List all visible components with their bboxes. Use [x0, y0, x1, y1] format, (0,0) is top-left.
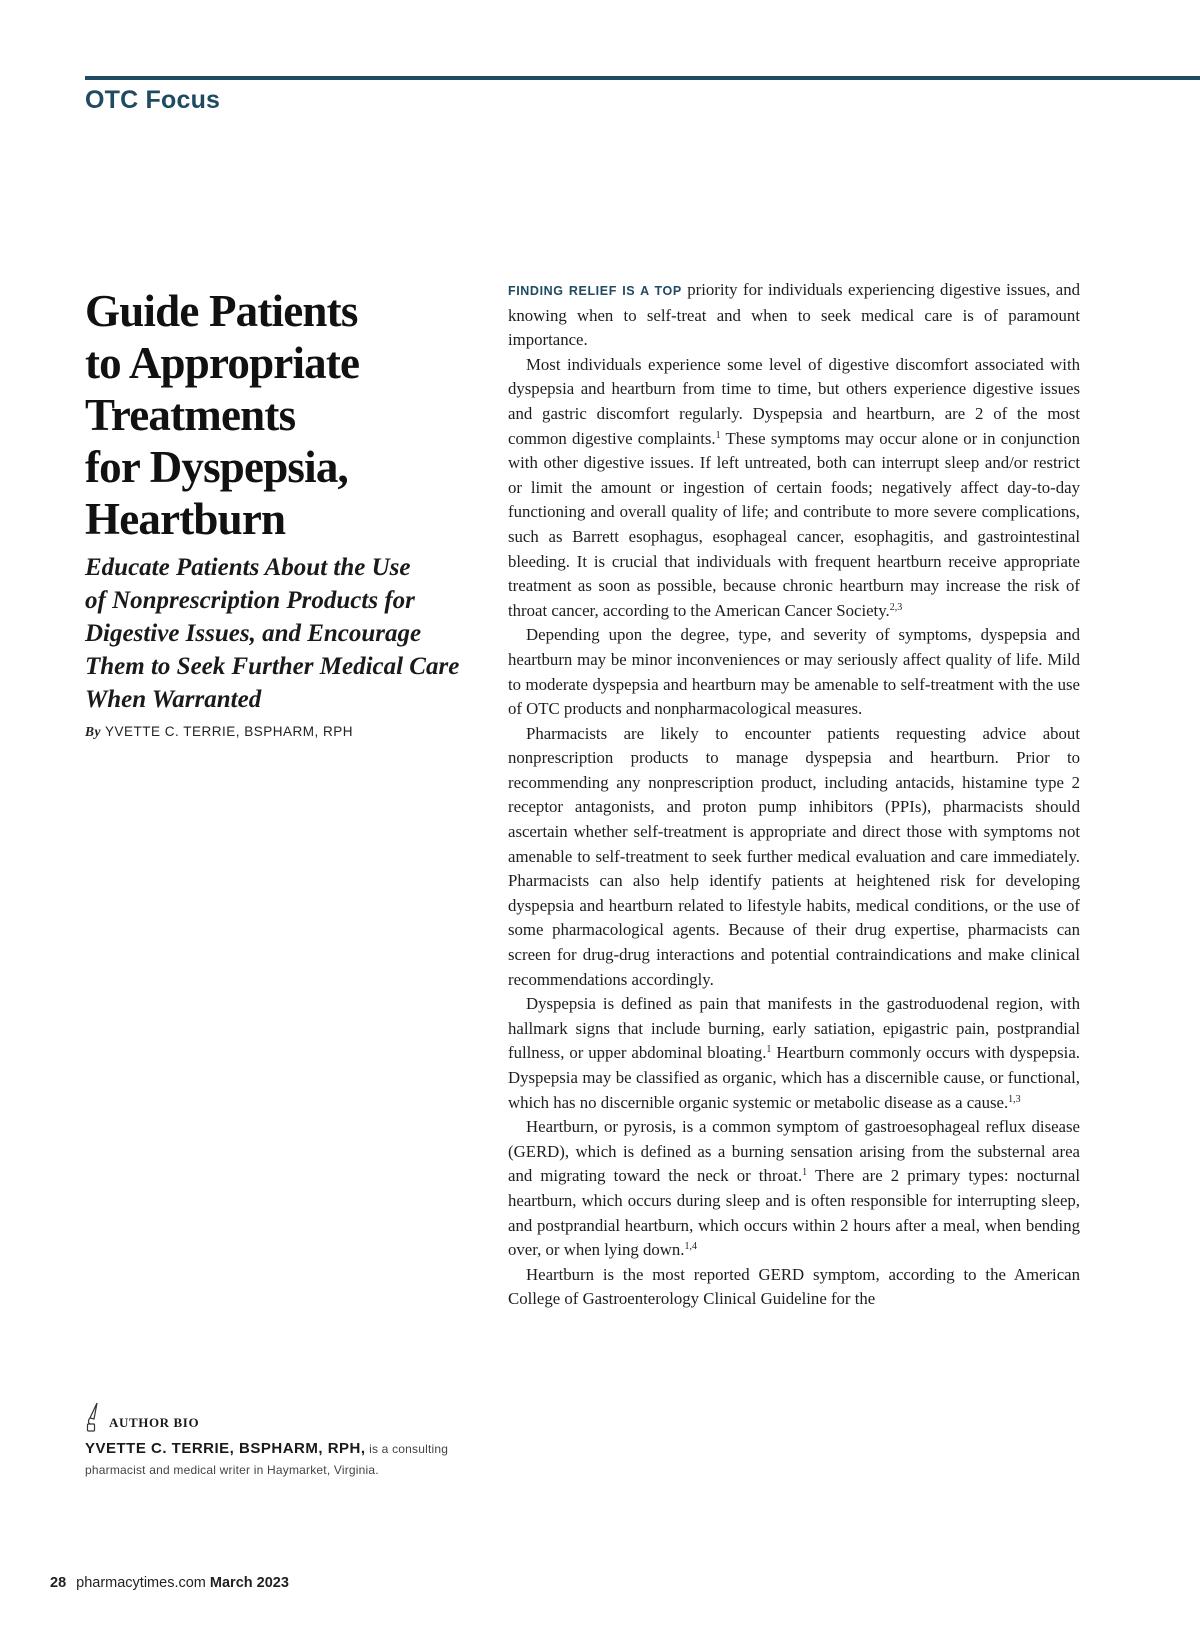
author-bio-description: is a consulting pharmacist and medical writer in Haymarket, Virginia.	[85, 1442, 449, 1477]
body-paragraph	[508, 353, 1080, 624]
reference-marker: 1,3	[1008, 1093, 1021, 1105]
title-line: Guide Patients	[85, 286, 358, 336]
pen-nib-icon	[85, 1402, 99, 1432]
body-paragraph	[508, 992, 1080, 1115]
footer-site: pharmacytimes.com	[76, 1575, 206, 1591]
subtitle-line: When Warranted	[85, 686, 262, 713]
paragraph-text: These symptoms may occur alone or in conjunction with other digestive issues. If left untreated, both can interrupt sleep and/or restrict or limit the amount or ingestion of certain foods; negatively affect day-to-day functioning and overall quality of life; and contribute to more severe complications, such as Barrett esophagus, esophageal cancer, esophagitis, and gastrointestinal bleeding. It is crucial that individuals with frequent heartburn receive appropriate treatment as soon as possible, because chronic heartburn may increase the risk of throat cancer, according to the American Cancer Society.	[508, 428, 1080, 620]
body-paragraph	[508, 278, 1080, 353]
page-footer	[50, 1575, 289, 1591]
header-rule	[85, 76, 1200, 80]
section-label: OTC Focus	[85, 86, 221, 114]
article-body	[508, 278, 1080, 1312]
paragraph-text: There are 2 primary types: nocturnal heartburn, which occurs during sleep and is often responsible for interrupting sleep, and postprandial heartburn, which occurs within 2 hours after a meal, when bending over, or when lying down.	[508, 1166, 1080, 1260]
author-bio-text	[85, 1438, 495, 1481]
author-bio-name: YVETTE C. TERRIE, BSPHARM, RPH,	[85, 1440, 366, 1457]
reference-marker: 1	[715, 429, 721, 441]
subtitle-line: Educate Patients About the Use	[85, 554, 411, 581]
byline-prefix: By	[85, 724, 101, 739]
body-paragraph: Heartburn is the most reported GERD symptom, according to the American College of Gastroenterology Clinical Guideline for the	[508, 1264, 1080, 1309]
reference-marker: 2,3	[889, 601, 903, 613]
paragraph-text: priority for individuals experiencing digestive issues, and knowing when to self-treat and when to seek medical care is of paramount importance.	[508, 280, 1081, 350]
reference-marker: 1	[766, 1044, 772, 1056]
lead-in: FINDING RELIEF IS A TOP	[508, 284, 682, 298]
reference-marker: 1	[802, 1167, 808, 1179]
article-title	[85, 285, 485, 545]
title-line: Heartburn	[85, 494, 286, 544]
body-paragraph	[508, 1115, 1080, 1263]
title-line: to Appropriate	[85, 338, 360, 388]
paragraph-text: Heartburn commonly occurs with dyspepsia. Dyspepsia may be classified as organic, which has a discernible cause, or functional, which has no discernible organic systemic or metabolic disease as a cause.	[508, 1043, 1080, 1112]
page-number: 28	[50, 1575, 67, 1591]
paragraph-text: Heartburn, or pyrosis, is a common symptom of gastroesophageal reflux disease (GERD), which is defined as a burning sensation arising from the substernal area and migrating toward the neck or throat.	[508, 1117, 1080, 1186]
footer-issue: March 2023	[209, 1575, 289, 1591]
article-subtitle	[85, 551, 485, 716]
title-line: Treatments	[85, 390, 296, 440]
paragraph-text: Most individuals experience some level of digestive discomfort associated with dyspepsia and heartburn from time to time, but others experience digestive issues and gastric discomfort regularly. Dyspepsia and heartburn, are 2 of the most common digestive complaints.	[508, 354, 1080, 448]
subtitle-line: Digestive Issues, and Encourage	[85, 620, 422, 647]
subtitle-line: Them to Seek Further Medical Care	[85, 653, 460, 680]
author-bio	[85, 1402, 495, 1481]
body-paragraph: Pharmacists are likely to encounter patients requesting advice about nonprescription products to manage dyspepsia and heartburn. Prior to recommending any nonprescription product, including antacids, histamine type 2 receptor antagonists, and proton pump inhibitors (PPIs), pharmacists should ascertain whether self-treatment is appropriate and direct those with symptoms not amenable to self-treatment to seek further medical evaluation and care immediately. Pharmacists can also help identify patients at heightened risk for developing dyspepsia and heartburn related to lifestyle habits, medical conditions, or the use of some pharmacological agents. Because of their drug expertise, pharmacists can screen for drug-drug interactions and potential contraindications and make clinical recommendations accordingly.	[508, 723, 1080, 989]
subtitle-line: of Nonprescription Products for	[85, 587, 415, 614]
title-line: for Dyspepsia,	[85, 442, 348, 492]
author-bio-header	[85, 1402, 495, 1432]
byline-author: YVETTE C. TERRIE, BSPHARM, RPH	[105, 724, 354, 739]
byline	[85, 724, 485, 740]
paragraph-text: Dyspepsia is defined as pain that manifests in the gastroduodenal region, with hallmark signs that include burning, early satiation, epigastric pain, postprandial fullness, or upper abdominal bloating.	[508, 994, 1080, 1063]
article-header	[85, 285, 485, 740]
body-paragraph: Depending upon the degree, type, and severity of symptoms, dyspepsia and heartburn may be minor inconveniences or may seriously affect quality of life. Mild to moderate dyspepsia and heartburn may be amenable to self-treatment with the use of OTC products and nonpharmacological measures.	[508, 625, 1080, 719]
reference-marker: 1,4	[684, 1241, 697, 1253]
author-bio-heading: AUTHOR BIO	[109, 1415, 200, 1430]
